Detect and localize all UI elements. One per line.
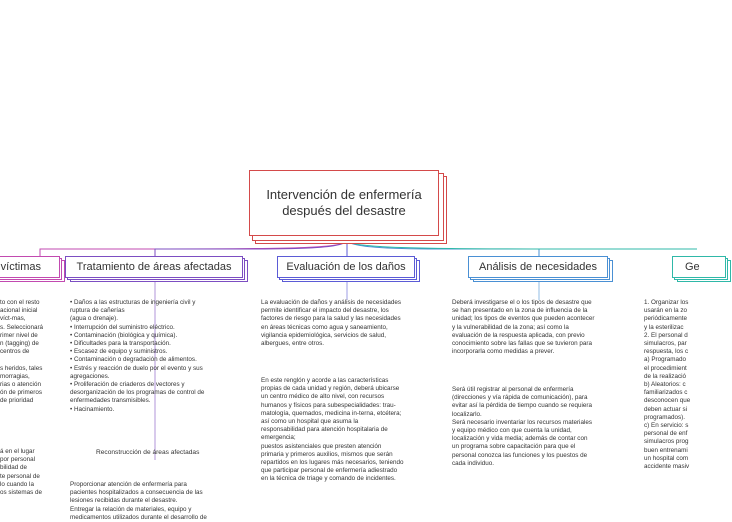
- treatment-subtopic-reconstruction[interactable]: Reconstrucción de áreas afectadas: [96, 449, 200, 456]
- branch-analysis[interactable]: [468, 256, 614, 282]
- treatment-body-text-2: Proporcionar atención de enfermería para pacientes hospitalizados a consecuencia de las lesiones recibidas durante el desastre. Entregar la relación de materiales, equipo y medicamentos utilizados durante el desarrollo de: [70, 481, 207, 521]
- analysis-body-text-2: Será útil registrar al personal de enfermería (direcciones y vía rápida de comunicación), para evitar así la pérdida de tiempo cuando se requiera localizarlo. Será necesario inventariar los recursos materiales y equipo médico con que cuenta la unidad, localización y vida media; además de contar con un programa sobre capacitación para que el personal conozca las funciones y los puestos de cada individuo.: [452, 386, 593, 467]
- analysis-body-text: Deberá investigarse el o los tipos de desastre que se han presentado en la zona de influencia de la unidad; los tipos de eventos que pueden acontecer y la vulnerabilidad de la zona; así como la evaluación de la respuesta aplicada, con previo conocimiento sobre las fallas que se tuvieron para incorporarla como medidas a prever.: [452, 299, 595, 356]
- branch-ge[interactable]: [672, 256, 732, 282]
- evaluation-body-text: La evaluación de daños y análisis de necesidades permite identificar el impacto del desastre, los factores de riesgo para la salud y las necesidades en áreas técnicas como agua y saneamiento, vigilancia epidemiológica, servicios de salud, albergues, entre otros.: [261, 299, 402, 348]
- ge-body-text: 1. Organizar los usarán en la zo periódicamente y la esterilizac 2. El personal d simulacros, par respuesta, los c a) Programado el procedimient de la realizació b) Aleatorios: c familiarizados c desconocen que deben actuar si programados). c) En servicio: s personal de enf simulacros prog buen entrenami un hospital com accidente masiv: [644, 299, 691, 471]
- branch-victims-label: víctimas: [0, 261, 41, 273]
- branch-treatment[interactable]: [65, 256, 249, 282]
- branch-ge-label: Ge: [685, 261, 700, 273]
- victims-body-text-2: á en el lugar por personal bilidad de te personal de lo cuando la os sistemas de: [0, 448, 42, 497]
- victims-body-text: to con el resto acional inicial víct-mas, s. Seleccionará rimer nivel de n (tagging) de centros de s heridos, tales morragias, rias o atención ón de primeros de prioridad: [0, 299, 44, 405]
- branch-evaluation[interactable]: [277, 256, 421, 282]
- branch-treatment-label: Tratamiento de áreas afectadas: [76, 261, 232, 273]
- branch-victims[interactable]: [0, 256, 68, 282]
- treatment-body-text: • Daños a las estructuras de ingeniería civil y ruptura de cañerías (agua o drenaje). • Interrupción del suministro eléctrico. • Contaminación (biológica y química). • Dificultades para la transportación. • Escasez de equipo y suministros. • Contaminación o degradación de alimentos. • Estrés y reacción de duelo por el evento y sus agregaciones. • Proliferación de criaderos de vectores y desorganización de los programas de control de enfermedades transmisibles. • Hacinamiento.: [70, 299, 205, 413]
- branch-analysis-label: Análisis de necesidades: [478, 261, 598, 273]
- central-topic[interactable]: [249, 170, 445, 240]
- evaluation-body-text-2: En este renglón y acorde a las características propias de cada unidad y región, deberá ubicarse un centro médico de alto nivel, con recursos humanos y físicos para subespecialidades: trau- matología, quemados, medicina in-terna, etcétera; así como un hospital que asuma la responsabilidad para atención hospitalaria de emergencia; puestos asistenciales que presten atención primaria y primeros auxilios, mismos que serán repartidos en los lugares más necesarios, teniendo que participar personal de enfermería adiestrado en la técnica de triage y comando de incidentes.: [261, 377, 404, 483]
- branch-evaluation-label: Evaluación de los daños: [286, 261, 406, 273]
- central-topic-title: Intervención de enfermería después del desastre: [249, 170, 439, 236]
